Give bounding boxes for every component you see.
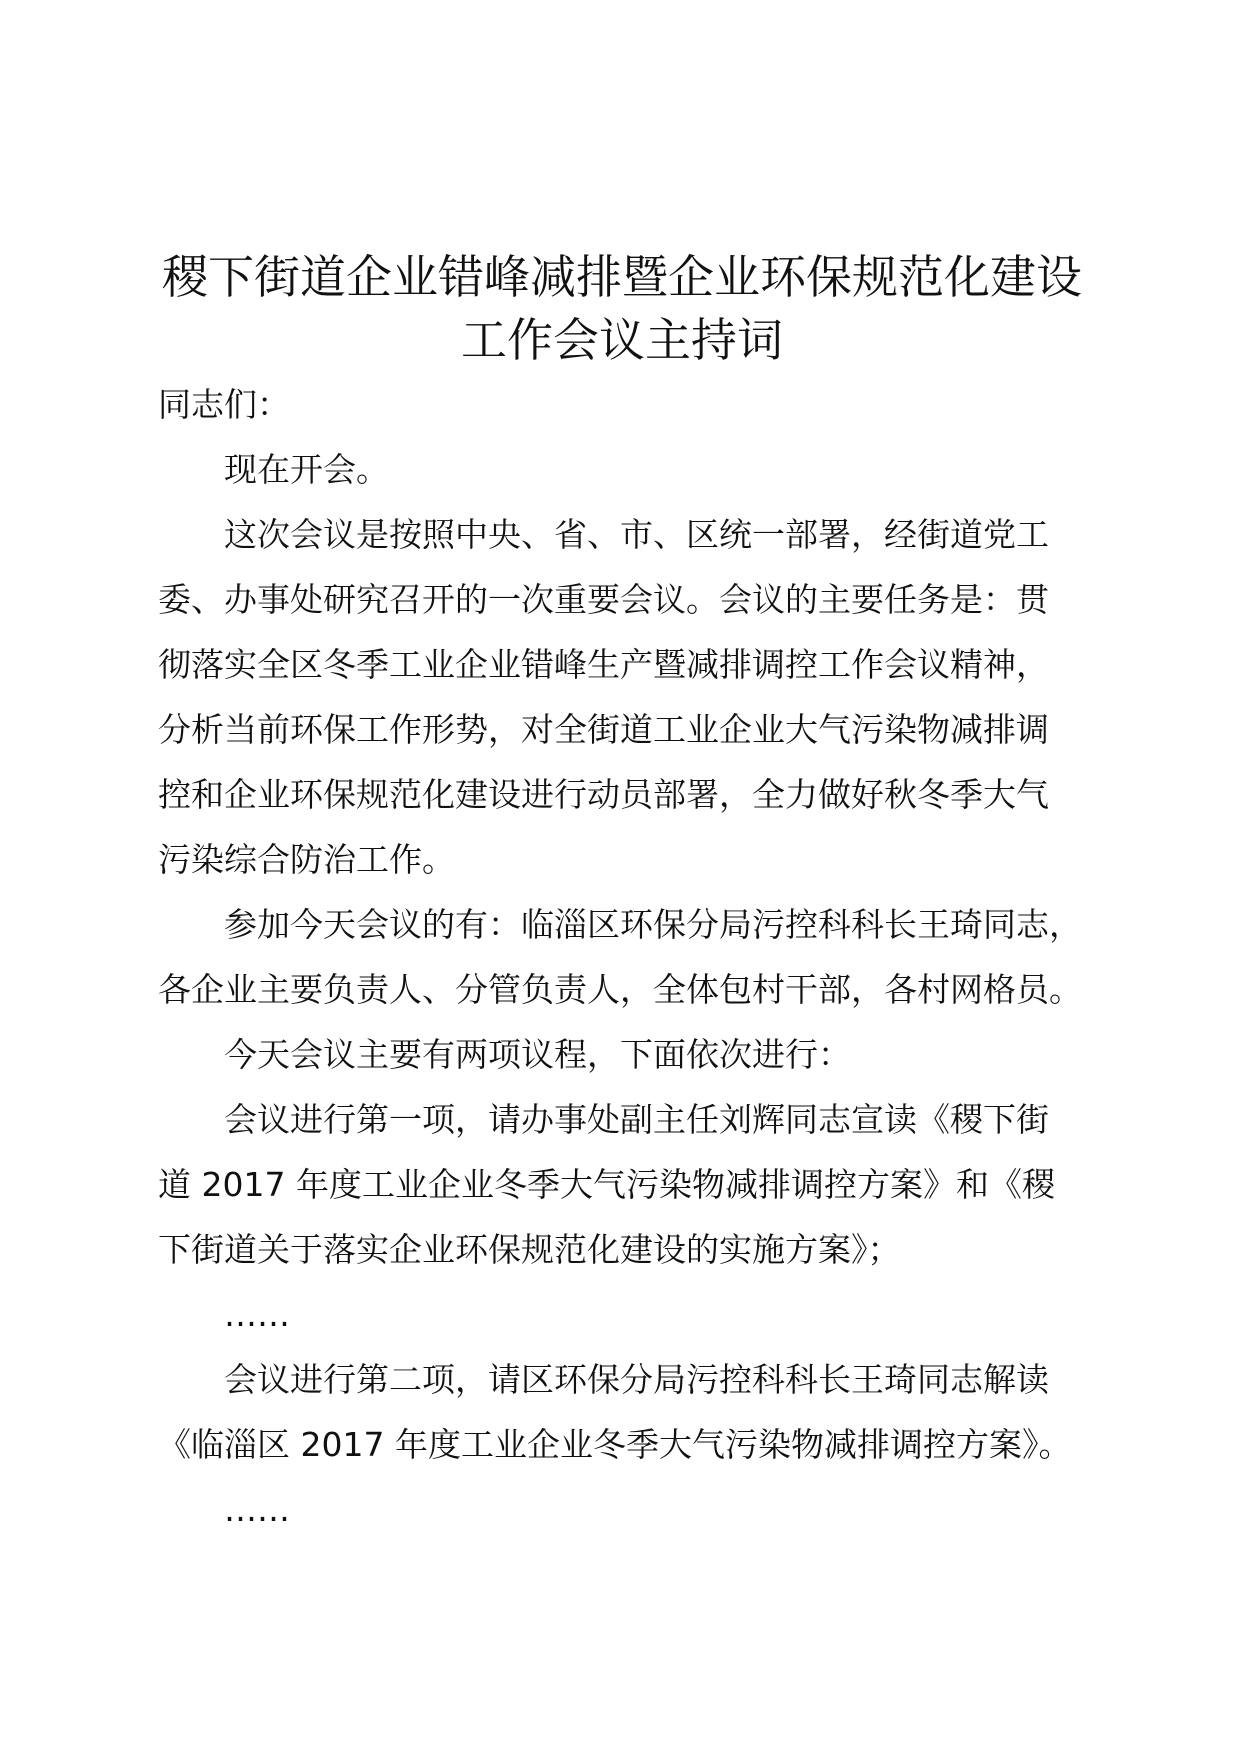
paragraph-line: 这次会议是按照中央、省、市、区统一部署，经街道党工 [224, 515, 1049, 554]
paragraph-attendees [158, 892, 1086, 1022]
document-title [158, 246, 1086, 372]
paragraph-line: 委、办事处研究召开的一次重要会议。会议的主要任务是：贯 [158, 580, 1049, 619]
paragraph-line: 彻落实全区冬季工业企业错峰生产暨减排调控工作会议精神， [158, 645, 1049, 684]
title-line-2: 工作会议主持词 [461, 313, 783, 367]
paragraph-agenda-intro [158, 1022, 1086, 1087]
paragraph-line: 参加今天会议的有：临淄区环保分局污控科科长王琦同志， [224, 905, 1082, 944]
paragraph-line: 污染综合防治工作。 [158, 840, 455, 879]
paragraph-line: 会议进行第二项，请区环保分局污控科科长王琦同志解读 [224, 1360, 1049, 1399]
paragraph-agenda-item-2 [158, 1347, 1086, 1477]
title-line-1: 稷下街道企业错峰减排暨企业环保规范化建设 [162, 250, 1082, 304]
paragraph-line: 今天会议主要有两项议程，下面依次进行： [224, 1035, 851, 1074]
paragraph-opening [158, 437, 1086, 502]
paragraph-line: …… [224, 1295, 290, 1334]
paragraph-purpose [158, 502, 1086, 892]
paragraph-line: 下街道关于落实企业环保规范化建设的实施方案》； [158, 1230, 901, 1269]
ellipsis-1 [158, 1282, 1086, 1347]
paragraph-line: 会议进行第一项，请办事处副主任刘辉同志宣读《稷下街 [224, 1100, 1049, 1139]
ellipsis-2 [158, 1477, 1086, 1542]
document-page [158, 246, 1086, 1542]
salutation: 同志们： [158, 385, 290, 424]
paragraph-agenda-item-1 [158, 1087, 1086, 1282]
paragraph-line: 各企业主要负责人、分管负责人，全体包村干部，各村网格员。 [158, 970, 1082, 1009]
paragraph-line: 现在开会。 [224, 450, 389, 489]
paragraph-line: 分析当前环保工作形势，对全街道工业企业大气污染物减排调 [158, 710, 1049, 749]
paragraph-line: 道 2017 年度工业企业冬季大气污染物减排调控方案》和《稷 [158, 1165, 1055, 1204]
paragraph-line: 控和企业环保规范化建设进行动员部署，全力做好秋冬季大气 [158, 775, 1049, 814]
paragraph-line: …… [224, 1490, 290, 1529]
paragraph-line: 《临淄区 2017 年度工业企业冬季大气污染物减排调控方案》。 [158, 1425, 1072, 1464]
